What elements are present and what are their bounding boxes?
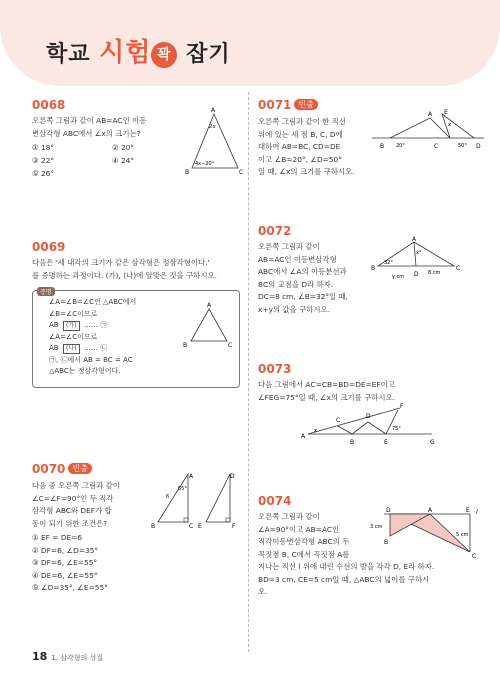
problem-text-line: 일 때, ∠x의 크기를 구하시오. (258, 167, 355, 176)
page-title: 학교 시험 꽉 잡기 (46, 38, 231, 68)
problem-0073 (258, 362, 488, 404)
option-4[interactable]: ④ DE=6, ∠E=55° (32, 570, 98, 580)
problem-text-line: 다음 중 오른쪽 그림과 같이 (32, 481, 120, 490)
problem-text-line: DC=8 cm, ∠B=32°일 때, (258, 292, 349, 301)
proof-label: 증명 (37, 287, 55, 296)
problem-number: 0068 (32, 98, 66, 112)
problem-text-line: 를 증명하는 과정이다. (가), (나)에 알맞은 것을 구하시오. (32, 270, 217, 280)
option-1[interactable]: ① EF = DE=6 (32, 533, 83, 542)
problem-text-line: 다음 그림에서 AC=CB=BD=DE=EF이고 (258, 380, 395, 389)
svg-text:50°: 50° (458, 143, 467, 149)
svg-text:C: C (189, 523, 194, 530)
page-footer (32, 650, 103, 663)
problem-number: 0069 (32, 240, 66, 254)
chapter-label: 1. 삼각형의 성질 (51, 654, 104, 662)
svg-text:B: B (371, 265, 376, 272)
right-isosceles-figure-0074 (370, 506, 488, 560)
option-2[interactable]: ② DF=6, ∠D=35° (32, 545, 99, 555)
problem-text-line: 오른쪽 그림과 같이 (258, 512, 320, 521)
problem-number: 0072 (258, 224, 292, 238)
proof-line: △ABC는 정삼각형이다. (49, 367, 121, 375)
problem-text-line: BD=3 cm, CE=5 cm일 때, △ABC의 넓이를 구하시 (258, 574, 430, 584)
svg-text:x: x (448, 122, 452, 128)
proof-line: ∠A=∠C이므로 (49, 332, 98, 341)
svg-text:B: B (151, 523, 156, 530)
svg-text:D: D (476, 143, 481, 150)
svg-text:20°: 20° (396, 143, 405, 149)
problem-text-line: 동이 되기 위한 조건은? (32, 518, 108, 528)
proof-box (32, 290, 240, 388)
proof-line: ∠B=∠C이므로 (49, 309, 98, 318)
page-number: 18 (32, 650, 48, 663)
svg-text:6: 6 (166, 494, 170, 500)
svg-text:A: A (207, 302, 212, 309)
problem-text-line: 오른쪽 그림과 같이 한 직선 (258, 117, 346, 126)
problem-text-line: 이고 ∠B=20°, ∠D=50° (258, 154, 342, 164)
problem-text-line: 오른쪽 그림과 같이 (258, 242, 320, 251)
title-badge: 꽉 (151, 42, 177, 68)
problem-number: 0074 (258, 494, 292, 508)
problem-text-line: 대하여 AB=BC, CD=DE (258, 142, 341, 151)
frequent-tag: 빈출 (294, 99, 317, 110)
svg-text:C: C (228, 342, 233, 349)
proof-line: ㉠, ㉡에서 AB = BC = AC (49, 355, 133, 364)
svg-text:E: E (384, 439, 388, 446)
svg-text:x: x (314, 428, 318, 434)
problem-text-line: ABC에서 ∠A의 이등분선과 (258, 267, 347, 276)
blank-ga[interactable]: (가) (63, 321, 79, 331)
isosceles-figure-0072 (370, 236, 488, 288)
svg-text:C: C (434, 143, 439, 150)
proof-line: AB (나) …… ㉡ (49, 344, 108, 352)
svg-text:B: B (380, 143, 385, 150)
svg-text:2x: 2x (209, 124, 216, 130)
problem-text-line: ∠FEG=75°일 때, ∠x의 크기를 구하시오. (258, 392, 396, 402)
svg-text:C: C (239, 169, 244, 176)
option-1[interactable]: ① 18° (32, 143, 55, 152)
svg-text:55°: 55° (178, 486, 187, 492)
svg-text:C: C (456, 265, 461, 272)
problem-text-line: ∠A=90°이고 AB=AC인 (258, 524, 340, 534)
svg-text:3 cm: 3 cm (370, 524, 383, 530)
svg-text:l: l (476, 509, 478, 516)
svg-text:A: A (211, 107, 216, 114)
svg-text:y cm: y cm (392, 274, 405, 280)
triangle-figure-0069 (181, 299, 237, 355)
svg-text:D: D (386, 507, 391, 514)
svg-text:A: A (189, 473, 194, 480)
svg-text:8 cm: 8 cm (428, 270, 441, 276)
problem-text-line: BC의 교점을 D라 하자. (258, 279, 334, 289)
problem-0069 (32, 240, 242, 282)
option-3[interactable]: ③ DF=6, ∠E=55° (32, 558, 98, 567)
triangle-figure-0068 (180, 104, 250, 176)
svg-text:B: B (384, 539, 389, 546)
svg-text:A: A (428, 507, 433, 514)
svg-text:D: D (414, 271, 419, 278)
problem-number: 0073 (258, 362, 292, 376)
svg-text:D: D (366, 413, 371, 420)
svg-text:32°: 32° (384, 260, 393, 266)
svg-text:F: F (232, 523, 236, 530)
svg-text:C: C (336, 417, 341, 424)
svg-text:B: B (183, 342, 188, 349)
column-divider (248, 92, 249, 652)
svg-text:4x−20°: 4x−20° (195, 161, 215, 167)
svg-text:C: C (472, 553, 477, 560)
problem-number: 0071 (258, 98, 292, 112)
option-4[interactable]: ④ 24° (112, 156, 135, 165)
problem-text-line: 위에 있는 세 점 B, C, D에 (258, 129, 343, 139)
proof-line: AB (가) …… ㉠ (49, 321, 108, 329)
problem-text-line: x+y의 값을 구하시오. (258, 304, 330, 314)
line-figure-0071 (370, 108, 488, 152)
problem-number: 0070 (32, 462, 66, 476)
problem-text-line: 오. (258, 587, 268, 596)
problem-text-line: 꼭짓점 B, C에서 꼭짓점 A를 (258, 549, 350, 559)
option-2[interactable]: ② 20° (112, 143, 135, 152)
svg-text:F: F (400, 403, 404, 410)
svg-text:E: E (444, 109, 448, 116)
proof-line: ∠A=∠B=∠C인 △ABC에서 (49, 298, 137, 306)
problem-text-line: 삼각형 ABC와 DEF가 합 (32, 506, 112, 515)
svg-text:5 cm: 5 cm (456, 532, 469, 538)
problem-text-line: 지나는 직선 l 위에 내린 수선의 발을 각각 D, E라 하자. (258, 562, 435, 571)
svg-text:E: E (466, 507, 470, 514)
svg-text:x°: x° (416, 250, 422, 256)
option-5[interactable]: ⑤ ∠D=35°, ∠E=55° (32, 583, 108, 592)
problem-text-line: 오른쪽 그림과 같이 AB=AC인 이등 (32, 116, 147, 125)
svg-text:B: B (185, 169, 190, 176)
svg-text:A: A (428, 111, 433, 118)
option-5[interactable]: ⑤ 26° (32, 169, 55, 178)
svg-text:G: G (430, 439, 435, 446)
svg-text:B: B (350, 439, 355, 446)
problem-text-line: 다음은 '세 내각의 크기가 같은 삼각형은 정삼각형이다.' (32, 258, 210, 267)
option-3[interactable]: ③ 22° (32, 156, 55, 165)
problem-text-line: 변삼각형 ABC에서 ∠x의 크기는? (32, 128, 141, 138)
problem-text-line: 직각이등변삼각형 ABC의 두 (258, 537, 350, 546)
zigzag-figure-0073 (300, 400, 440, 448)
frequent-tag: 빈출 (68, 463, 91, 474)
problem-text-line: AB=AC인 이등변삼각형 (258, 254, 337, 264)
svg-text:E: E (198, 523, 202, 530)
svg-text:D: D (230, 473, 235, 480)
svg-text:A: A (301, 433, 306, 440)
svg-text:A: A (412, 236, 417, 243)
right-triangles-figure-0070 (150, 470, 246, 532)
problem-text-line: ∠C=∠F=90°인 두 직각 (32, 493, 114, 503)
svg-text:75°: 75° (392, 426, 401, 432)
blank-na[interactable]: (나) (63, 344, 79, 354)
